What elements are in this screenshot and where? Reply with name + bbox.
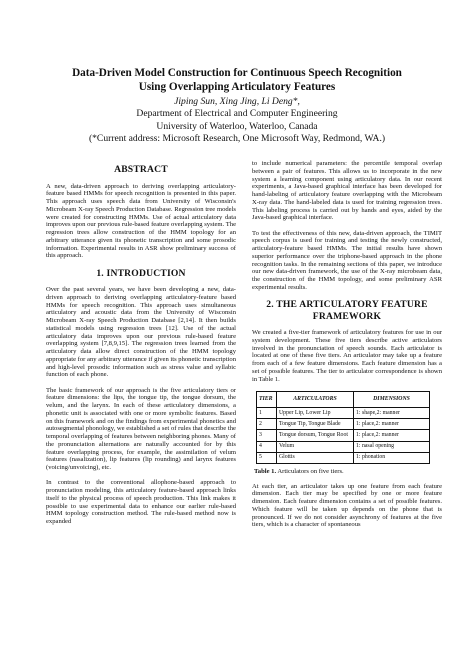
table-header-row bbox=[257, 391, 430, 407]
title-line-2: Using Overlapping Articulatory Features bbox=[138, 81, 336, 93]
right-paragraph-2: To test the effectiveness of this new, data-driven approach, the TIMIT speech corpus is used for training and testing the newly constructed, articulatory-feature based HMMs. The initial results have shown superior performance over the triphone-based approach in the phone recognition tasks. In the remaining sections of this paper, we introduce our new data-driven framework, the use of the X-ray microbeam data, the construction of the HMM topology, and some preliminary ASR experimental results. bbox=[252, 229, 442, 291]
table-caption bbox=[254, 468, 442, 476]
university: University of Waterloo, Waterloo, Canada bbox=[156, 120, 318, 132]
intro-paragraph-1: Over the past several years, we have been developing a new, data-driven approach to deriving overlapping articulatory-feature based HMMs for speech recognition. This approach uses simultaneous articulatory and acoustic data from the University of Wisconsin Microbeam X-ray Speech Production Database [2,14]. It then builds statistical models using regression trees [12]. Use of the actual articulatory data improves upon our previous rule-based feature overlapping system [7,8,9,15]. The regression trees learned from the articulatory data allow direct construction of the HMM topology appropriate for any arbitrary utterance if given its phonetic transcription and high-level prosodic information such as stress value and syllabic function of each phone. bbox=[46, 286, 236, 379]
author-names: Jiping Sun, Xing Jing, Li Deng*, bbox=[174, 96, 300, 107]
table-cell: 5 bbox=[257, 452, 277, 463]
table-caption-label: Table 1. bbox=[254, 467, 277, 475]
table-header-articulators: ARTICULATORS bbox=[277, 391, 354, 407]
left-column bbox=[46, 160, 236, 533]
author-block bbox=[40, 96, 434, 146]
articulator-table bbox=[256, 391, 430, 464]
abstract-heading: ABSTRACT bbox=[114, 164, 168, 175]
department: Department of Electrical and Computer Engineering bbox=[136, 108, 338, 120]
right-column bbox=[252, 160, 442, 537]
intro-paragraph-3: In contrast to the conventional allophone-based approach to pronunciation modeling, this articulatory feature-based approach links itself to the physical process of speech production. This link makes it possible to use experimental data to enhance our earlier rule-based HMM topology construction method. The rule-based method now is expanded bbox=[46, 479, 236, 525]
table-cell: 1: shape,2: manner bbox=[354, 407, 430, 418]
abstract-text: A new, data-driven approach to deriving overlapping articulatory-feature based HMMs for speech recognition is presented in this paper. This approach uses speech data from University of Wisconsin's Microbeam X-ray Speech Production Database. Regression tree models were created for constructing HMMs. Use of actual articulatory data improves upon our previous rule-based feature overlapping system. The regression trees allow construction of the HMM topology for an arbitrary utterance given its phonetic transcription and some prosodic information. Experimental results in ASR show preliminary success of this approach. bbox=[46, 182, 236, 260]
paper-title bbox=[40, 66, 434, 94]
table-header-tier: TIER bbox=[257, 391, 277, 407]
table-row bbox=[257, 419, 430, 430]
right-paragraph-1: to include numerical parameters: the percentile temporal overlap between a pair of features. This allows us to incorporate in the new system a learning component using articulatory data. In our recent experiments, a Java-based graphical interface has been developed for hand-labeling of articulatory feature overlapping with the Microbeam X-ray data. The hand-labeled data is used for training regression trees. This labeling process is carried out by hands and eyes, aided by the Java-based graphical interface. bbox=[252, 160, 442, 222]
table-cell: Glottis bbox=[277, 452, 354, 463]
table-row bbox=[257, 452, 430, 463]
table-cell: 4 bbox=[257, 441, 277, 452]
table-cell: 1: nasal opening bbox=[354, 441, 430, 452]
table-cell: 3 bbox=[257, 430, 277, 441]
table-row bbox=[257, 407, 430, 418]
section-2-paragraph: We created a five-tier framework of articulatory features for use in our system development. These five tiers describe active articulators involved in the pronunciation of speech sounds. Each articulator is located at one of these five tiers. An articulator may take up a feature from each of a few feature dimensions. Each feature dimension has a set of possible features. The tier to articulator correspondence is shown in Table 1. bbox=[252, 329, 442, 383]
current-address: (*Current address: Microsoft Research, One Microsoft Way, Redmond, WA.) bbox=[88, 133, 386, 145]
table-cell: Tongue Tip, Tongue Blade bbox=[277, 419, 354, 430]
table-row bbox=[257, 430, 430, 441]
table-row bbox=[257, 441, 430, 452]
title-line-1: Data-Driven Model Construction for Continuous Speech Recognition bbox=[72, 67, 402, 79]
table-cell: 2 bbox=[257, 419, 277, 430]
table-cell: Tongue dorsum, Tongue Root bbox=[277, 430, 354, 441]
table-cell: 1: place,2: manner bbox=[354, 419, 430, 430]
table-header-dimensions: DIMENSIONS bbox=[354, 391, 430, 407]
section-2-heading: 2. THE ARTICULATORY FEATURE FRAMEWORK bbox=[266, 299, 428, 322]
table-cell: Velum bbox=[277, 441, 354, 452]
table-caption-text: Articulators on five tiers. bbox=[276, 467, 344, 475]
table-cell: Upper Lip, Lower Lip bbox=[277, 407, 354, 418]
table-cell: 1 bbox=[257, 407, 277, 418]
introduction-heading: 1. INTRODUCTION bbox=[96, 267, 186, 279]
intro-paragraph-2: The basic framework of our approach is the five articulatory tiers or feature dimensions: the lips, the tongue tip, the tongue dorsum, the velum, and the larynx. In each of these articulatory dimensions, a phonetic unit is associated with one or more symbolic features. Based on this framework and on the findings from experimental phonetics and autosegmental phonology, we established a set of rules that describe the temporal overlapping of features between neighboring phones. Many of the pronunciation alternations are naturally accounted for by this feature overlapping process, for example, the assimilation of velum features (nasalization), lip features (lip rounding) and larynx features (voicing/unvoicing), etc. bbox=[46, 386, 236, 471]
right-final-paragraph: At each tier, an articulator takes up one feature from each feature dimension. Each tier may be specified by one or more feature dimension. Each feature dimension contains a set of possible features. Which feature will be taken up depends on the phone that is pronounced. If we do not consider asynchrony of features at the five tiers, which is a character of spontaneous bbox=[252, 482, 442, 529]
table-cell: 1: phonation bbox=[354, 452, 430, 463]
table-cell: 1: place,2: manner bbox=[354, 430, 430, 441]
